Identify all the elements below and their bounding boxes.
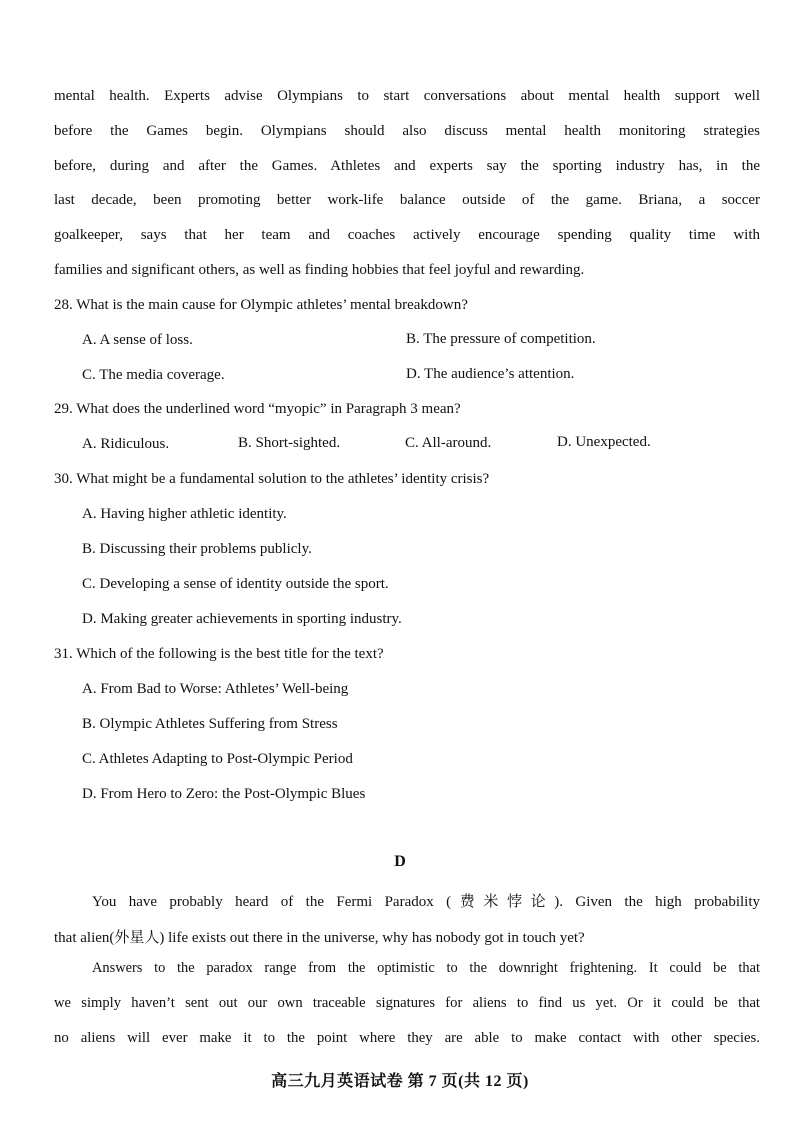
q29-option-b[interactable]: B. Short-sighted. <box>238 435 341 451</box>
q31-option-d[interactable]: D. From Hero to Zero: the Post-Olympic Blues <box>82 786 366 802</box>
q31-option-b[interactable]: B. Olympic Athletes Suffering from Stress <box>82 716 338 732</box>
passage-line: before the Games begin. Olympians should also discuss mental health monitoring strategies <box>54 123 760 139</box>
q30-option-d[interactable]: D. Making greater achievements in sporting industry. <box>82 611 402 627</box>
q30-option-b[interactable]: B. Discussing their problems publicly. <box>82 541 312 557</box>
q30-option-c[interactable]: C. Developing a sense of identity outside the sport. <box>82 576 389 592</box>
page-footer: 高三九月英语试卷 第 7 页(共 12 页) <box>271 1073 529 1090</box>
q31-option-c[interactable]: C. Athletes Adapting to Post-Olympic Period <box>82 751 353 767</box>
passage-line: that alien(外星人) life exists out there in the universe, why has nobody got in touch yet? <box>54 930 585 946</box>
section-heading: D <box>394 853 406 870</box>
q29-option-a[interactable]: A. Ridiculous. <box>82 436 170 452</box>
passage-line: we simply haven’t sent out our own traceable signatures for aliens to find us yet. Or it could be that <box>54 995 760 1011</box>
q29-option-d[interactable]: D. Unexpected. <box>557 434 651 450</box>
question-31-stem: 31. Which of the following is the best title for the text? <box>54 646 384 662</box>
q30-option-a[interactable]: A. Having higher athletic identity. <box>82 506 287 522</box>
passage-line: no aliens will ever make it to the point where they are able to make contact with other species. <box>54 1030 760 1046</box>
passage-line: Answers to the paradox range from the optimistic to the downright frightening. It could be that <box>92 960 760 976</box>
passage-line: last decade, been promoting better work-life balance outside of the game. Briana, a soccer <box>54 192 760 208</box>
passage-line: before, during and after the Games. Athletes and experts say the sporting industry has, in the <box>54 158 760 174</box>
question-28-stem: 28. What is the main cause for Olympic athletes’ mental breakdown? <box>54 297 468 313</box>
passage-line: mental health. Experts advise Olympians to start conversations about mental health support well <box>54 88 760 104</box>
q28-option-a[interactable]: A. A sense of loss. <box>82 332 193 348</box>
question-29-stem: 29. What does the underlined word “myopic” in Paragraph 3 mean? <box>54 401 461 417</box>
q28-option-c[interactable]: C. The media coverage. <box>82 367 225 383</box>
q31-option-a[interactable]: A. From Bad to Worse: Athletes’ Well-being <box>82 681 349 697</box>
passage-line: You have probably heard of the Fermi Paradox (费米悖论). Given the high probability <box>92 894 760 910</box>
q28-option-d[interactable]: D. The audience’s attention. <box>406 366 575 382</box>
passage-line: families and significant others, as well as finding hobbies that feel joyful and rewarding. <box>54 262 585 278</box>
q29-option-c[interactable]: C. All-around. <box>405 435 492 451</box>
passage-line: goalkeeper, says that her team and coaches actively encourage spending quality time with <box>54 227 760 243</box>
question-30-stem: 30. What might be a fundamental solution to the athletes’ identity crisis? <box>54 471 490 487</box>
q28-option-b[interactable]: B. The pressure of competition. <box>406 331 596 347</box>
